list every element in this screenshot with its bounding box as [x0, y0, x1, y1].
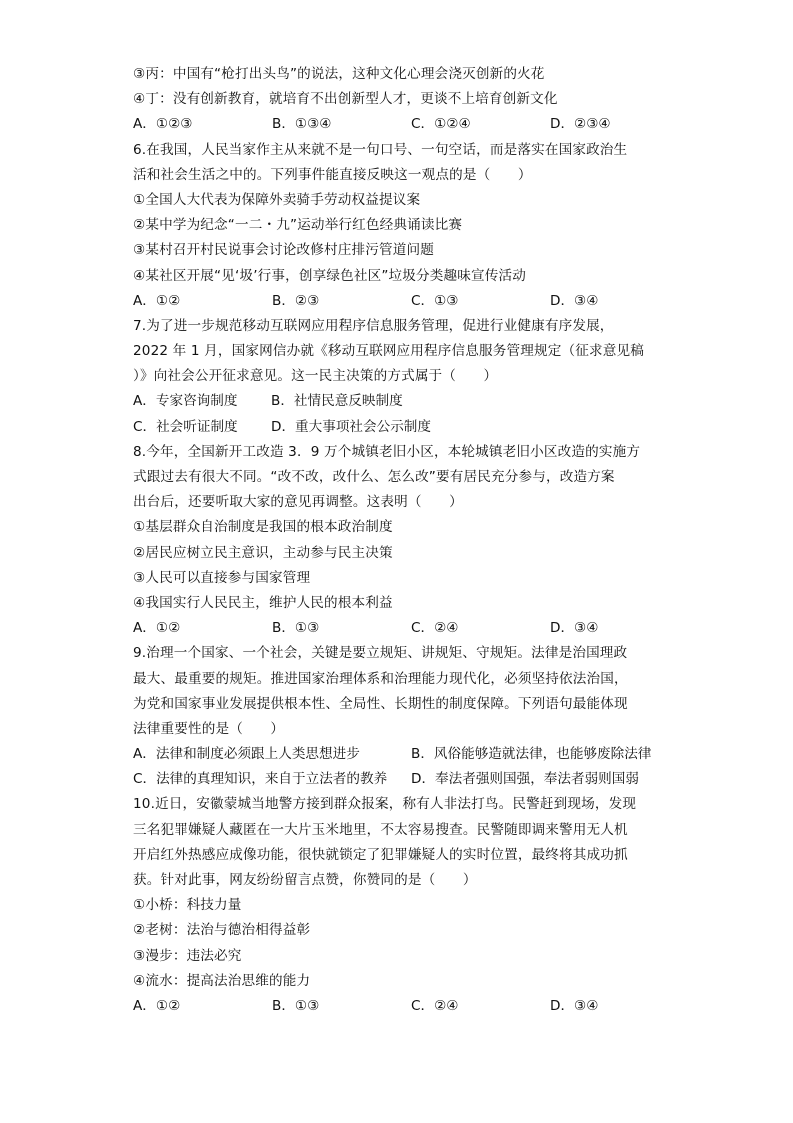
q5-option-d: D．②③④: [550, 116, 611, 133]
q10-option-a: A．①②: [133, 997, 181, 1014]
q9-stem-line: 9.治理一个国家、一个社会，关键是要立规矩、讲规矩、守规矩。法律是治国理政: [133, 645, 628, 662]
q8-option-d: D．③④: [550, 620, 599, 637]
q8-option-a: A．①②: [133, 620, 181, 637]
q7-option-b: B．社情民意反映制度: [271, 393, 403, 410]
q5-item-4: ④丁：没有创新教育，就培育不出创新型人才，更谈不上培育创新文化: [133, 91, 558, 108]
q9-option-a: A．法律和制度必须跟上人类思想进步: [133, 746, 360, 763]
q7-options-row-1: [133, 389, 673, 414]
q9-stem-line: 为党和国家事业发展提供根本性、全局性、长期性的制度保障。下列语句最能体现: [133, 695, 628, 712]
q5-options: [133, 112, 673, 137]
q10-option-d: D．③④: [550, 997, 599, 1014]
q6-option-a: A．①②: [133, 292, 181, 309]
q10-item-3: ③漫步：违法必究: [133, 947, 242, 964]
q7-option-d: D．重大事项社会公示制度: [271, 418, 431, 435]
q10-stem-line: 10.近日，安徽蒙城当地警方接到群众报案，称有人非法打鸟。民警赶到现场，发现: [133, 796, 637, 813]
q9-options-row-2: [133, 767, 673, 792]
q7-option-a: A．专家咨询制度: [133, 393, 238, 410]
q6-item-2: ②某中学为纪念“一二・九”运动举行红色经典诵读比赛: [133, 217, 463, 234]
q7-options-row-2: [133, 415, 673, 440]
q5-option-c: C．①②④: [411, 116, 471, 133]
q10-stem-line: 三名犯罪嫌疑人藏匿在一大片玉米地里，不太容易搜查。民警随即调来警用无人机: [133, 821, 628, 838]
q6-item-1: ①全国人大代表为保障外卖骑手劳动权益提议案: [133, 191, 421, 208]
q6-item-4: ④某社区开展“见‘圾’行事，创享绿色社区”垃圾分类趣味宣传活动: [133, 267, 526, 284]
q9-option-c: C．法律的真理知识，来自于立法者的教养: [133, 771, 388, 788]
q9-option-b: B．风俗能够造就法律，也能够废除法律: [411, 746, 652, 763]
exam-page: [133, 62, 673, 1019]
q10-option-c: C．②④: [411, 997, 459, 1014]
q8-option-b: B．①③: [272, 620, 320, 637]
q7-stem-line: 7.为了进一步规范移动互联网应用程序信息服务管理，促进行业健康有序发展，: [133, 317, 614, 334]
q7-option-c: C．社会听证制度: [133, 418, 238, 435]
q9-stem-line: 最大、最重要的规矩。推进国家治理体系和治理能力现代化，必须坚持依法治国，: [133, 670, 628, 687]
q10-stem-line: 开启红外热感应成像功能，很快就锁定了犯罪嫌疑人的实时位置，最终将其成功抓: [133, 846, 628, 863]
q6-item-3: ③某村召开村民说事会讨论改修村庄排污管道问题: [133, 242, 434, 259]
q9-option-d: D．奉法者强则国强，奉法者弱则国弱: [411, 771, 639, 788]
q8-option-c: C．②④: [411, 620, 459, 637]
q8-item-1: ①基层群众自治制度是我国的根本政治制度: [133, 519, 393, 536]
q6-option-d: D．③④: [550, 292, 599, 309]
q10-options: [133, 994, 673, 1019]
q6-stem-line: 6.在我国，人民当家作主从来就不是一句口号、一句空话，而是落实在国家政治生: [133, 141, 628, 158]
q6-options: [133, 289, 673, 314]
q8-item-3: ③人民可以直接参与国家管理: [133, 569, 311, 586]
q10-option-b: B．①③: [272, 997, 320, 1014]
q10-item-2: ②老树：法治与德治相得益彰: [133, 922, 311, 939]
q8-item-4: ④我国实行人民民主，维护人民的根本利益: [133, 594, 393, 611]
q6-option-c: C．①③: [411, 292, 459, 309]
q10-stem-line: 获。针对此事，网友纷纷留言点赞，你赞同的是（ ）: [133, 872, 477, 888]
q8-item-2: ②居民应树立民主意识，主动参与民主决策: [133, 544, 393, 561]
q7-stem-line: 2022 年 1 月，国家网信办就《移动互联网应用程序信息服务管理规定（征求意见稿: [133, 343, 644, 360]
q6-stem-line: 活和社会生活之中的。下列事件能直接反映这一观点的是（ ）: [133, 166, 532, 183]
q5-item-3: ③丙：中国有“枪打出头鸟”的说法，这种文化心理会浇灭创新的火花: [133, 66, 545, 82]
q8-options: [133, 616, 673, 641]
q8-stem-line: 8.今年，全国新开工改造 3．9 万个城镇老旧小区，本轮城镇老旧小区改造的实施方: [133, 443, 641, 460]
q6-option-b: B．②③: [272, 292, 320, 309]
q5-option-b: B．①③④: [272, 116, 332, 133]
q8-stem-line: 式跟过去有很大不同。“改不改，改什么、怎么改”要有居民充分参与，改造方案: [133, 469, 615, 485]
q9-options-row-1: [133, 742, 673, 767]
q7-stem-line: ）》向社会公开征求意见。这一民主决策的方式属于（ ）: [133, 368, 498, 385]
q8-stem-line: 出台后，还要听取大家的意见再调整。这表明（ ）: [133, 494, 463, 511]
q10-item-4: ④流水：提高法治思维的能力: [133, 972, 311, 989]
q9-stem-line: 法律重要性的是（ ）: [133, 720, 285, 737]
q10-item-1: ①小桥：科技力量: [133, 897, 242, 914]
q5-option-a: A．①②③: [133, 116, 193, 133]
